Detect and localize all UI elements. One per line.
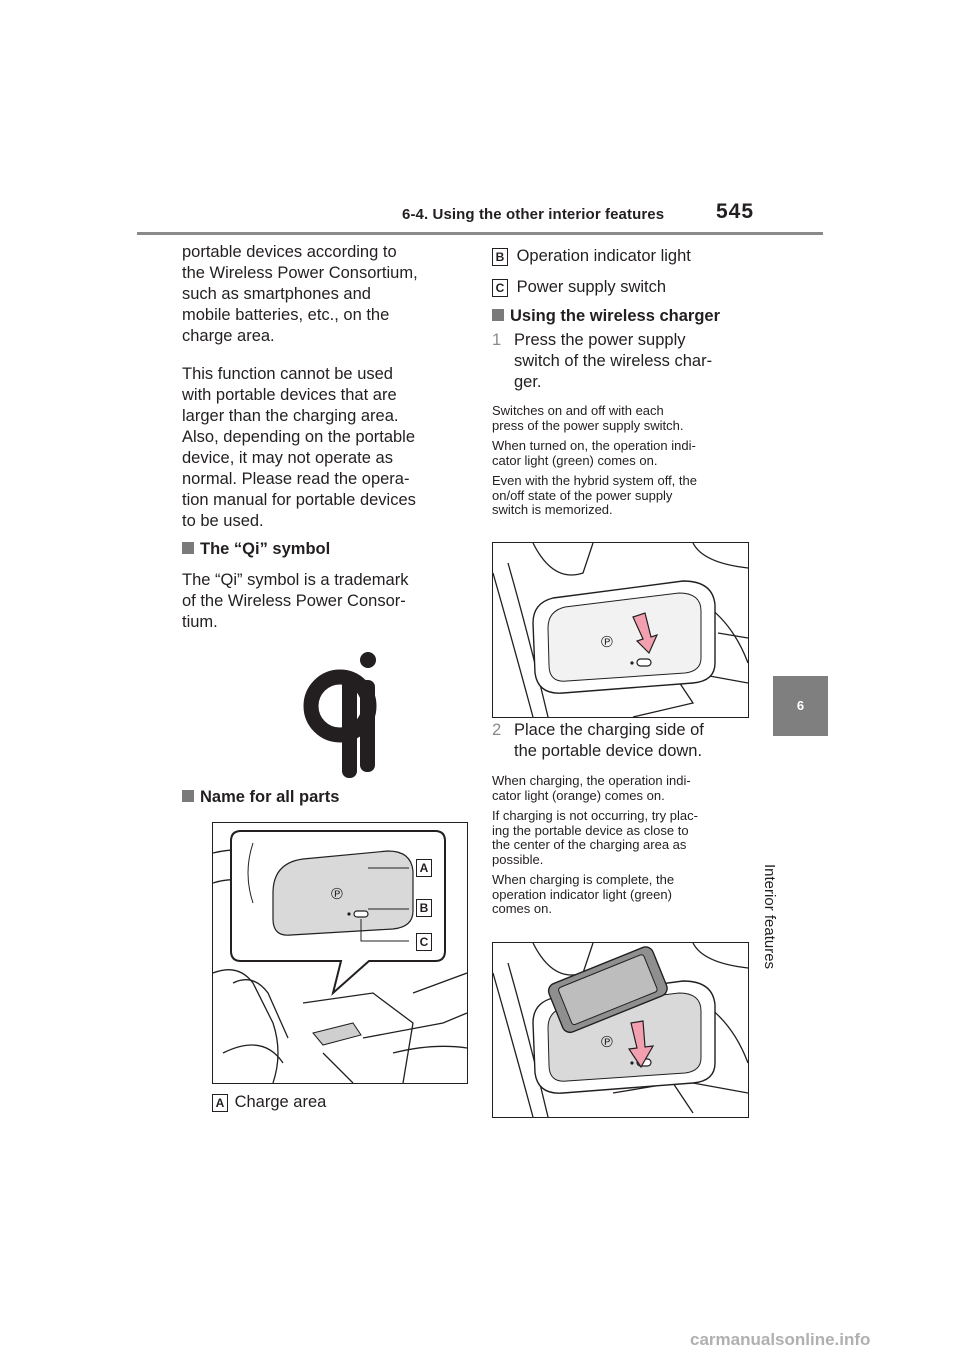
limitation-paragraph: This function cannot be used with portable devices that are larger than the charging area. Also, depending on the portable device, it may not operate as normal. Please read the opera- tion manual for portable devices to be used.: [182, 365, 416, 530]
callout-c: C: [416, 933, 432, 951]
chapter-tab[interactable]: [773, 676, 828, 736]
qi-heading: The “Qi” symbol: [212, 540, 330, 559]
using-heading: Using the wireless charger: [492, 307, 720, 326]
square-bullet-icon: [182, 542, 194, 554]
step-2-notes: When charging, the operation indi- cator light (orange) comes on. If charging is not occurring, try plac- ing the portable device as close to the center of the charging area as possible. When charging is complete, the operation indicator light (green) comes on.: [492, 773, 698, 916]
step-1: 1 Press the power supply switch of the wireless char- ger.: [492, 331, 713, 391]
svg-text:℗: ℗: [331, 886, 343, 903]
step-2: 2 Place the charging side of the portable device down.: [492, 721, 704, 760]
step-1-number: 1: [492, 331, 502, 349]
watermark: carmanualsonline.info: [690, 1330, 871, 1349]
qi-logo: [300, 648, 384, 785]
step-2-number: 2: [492, 721, 502, 739]
part-b-letter: B: [492, 248, 508, 266]
intro-paragraph: portable devices according to the Wireless Power Consortium, such as smartphones and mobile batteries, etc., on the charge area.: [182, 243, 418, 345]
callout-b: B: [416, 899, 432, 917]
square-bullet-icon: [182, 790, 194, 802]
part-c-letter: C: [492, 279, 508, 297]
qi-paragraph: The “Qi” symbol is a trademark of the Wireless Power Consor- tium.: [182, 571, 409, 631]
chapter-number: 6: [796, 698, 805, 713]
svg-text:℗: ℗: [601, 634, 613, 651]
chapter-label: Interior features: [761, 864, 778, 970]
square-bullet-icon: [492, 309, 504, 321]
part-a-letter: A: [212, 1094, 228, 1112]
section-title: 6-4. Using the other interior features: [402, 206, 665, 223]
callout-a: A: [416, 859, 432, 877]
page-number: 545: [716, 200, 755, 223]
parts-diagram: [212, 822, 468, 1084]
place-device-diagram: [492, 942, 749, 1118]
part-c-label: C Power supply switch: [492, 277, 666, 298]
svg-text:℗: ℗: [601, 1034, 613, 1051]
step-1-notes: Switches on and off with each press of the power supply switch. When turned on, the operation indi- cator light (green) comes on. Even with the hybrid system off, the on/off state of the power supply switch is memorized.: [492, 403, 697, 517]
parts-heading: Name for all parts: [212, 788, 339, 807]
part-b-label: B Operation indicator light: [492, 246, 691, 267]
part-a-label: A Charge area: [212, 1092, 326, 1113]
header-rule: [137, 232, 823, 235]
power-switch-diagram: [492, 542, 749, 718]
